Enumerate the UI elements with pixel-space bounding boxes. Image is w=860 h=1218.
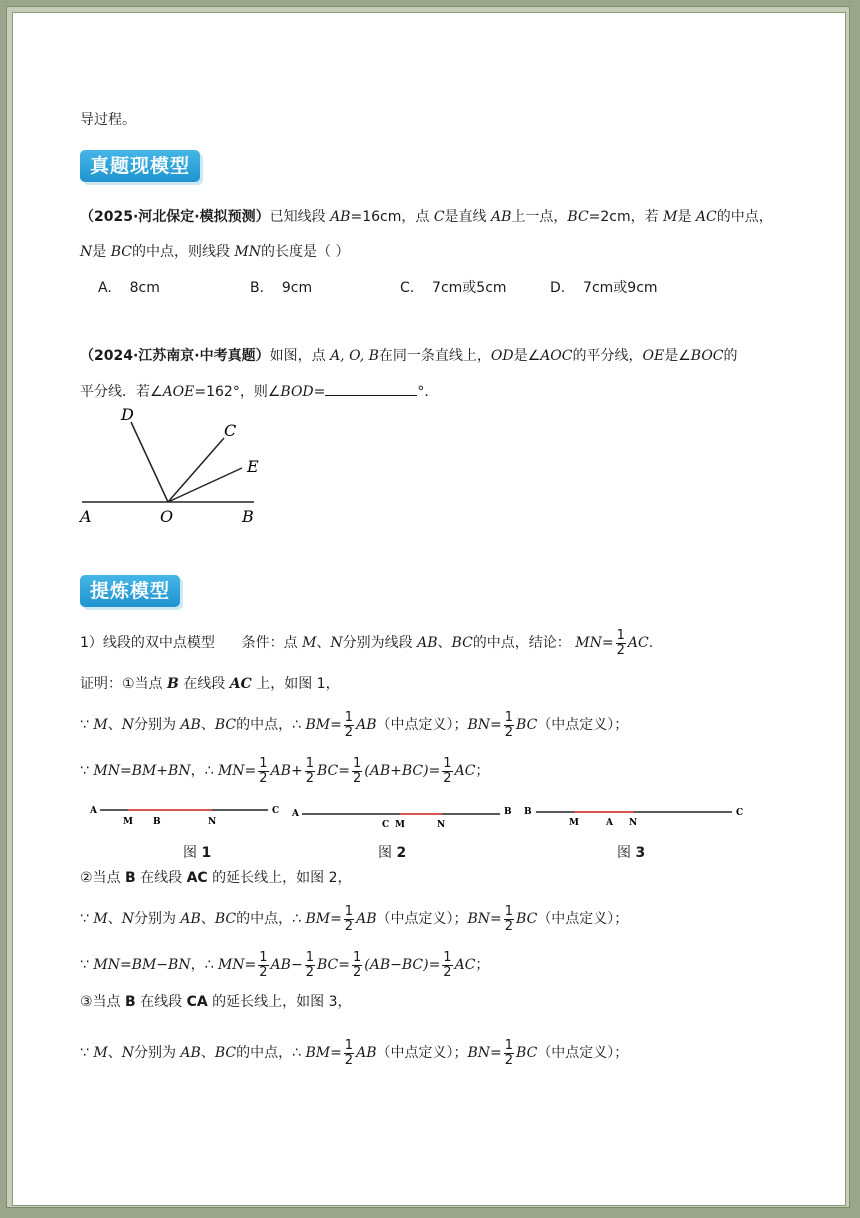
question-1-line-1: （2025·河北保定·模拟预测）已知线段 AB=16cm，点 C是直线 AB上一点，BC=2cm，若 M是 AC的中点，	[80, 209, 773, 225]
svg-text:C: C	[272, 806, 280, 816]
section-title-real-problems: 真题现模型	[80, 150, 200, 182]
fraction-half: $\frac{1}{2}$	[616, 627, 625, 658]
proof-sum-line: ∵ MN=BM+BN，∴ MN= $\frac{1}{2}$ AB+ $\frac{1}{2}$ BC= $\frac{1}{2}$ (AB+BC)= $\frac{1}{2}$ AC；	[80, 755, 490, 786]
caption-figure-2: 图 2	[378, 845, 407, 861]
svg-text:A: A	[606, 818, 613, 828]
svg-text:N: N	[629, 818, 638, 828]
svg-text:B: B	[153, 817, 161, 827]
option-d: D. 7cm或9cm	[550, 280, 658, 296]
document-page	[12, 12, 846, 1206]
section-title-model: 提炼模型	[80, 575, 180, 607]
caption-figure-3: 图 3	[617, 845, 646, 861]
model-statement: 1）线段的双中点模型 条件：点 M、N分别为线段 AB、BC的中点，结论： MN= $\frac{1}{2}$ AC.	[80, 627, 654, 658]
ray-od	[131, 422, 168, 502]
question-2-line-2: 平分线．若∠AOE=162°，则∠BOD= °．	[80, 381, 438, 402]
svg-text:A: A	[292, 809, 299, 819]
question-1-line-2: N是 BC的中点，则线段 MN的长度是（ ）	[80, 244, 350, 260]
figure-1	[89, 806, 279, 827]
figure-2	[291, 807, 512, 830]
question-2-line-1: （2024·江苏南京·中考真题）如图，点 A, O, B在同一条直线上，OD是∠AOC的平分线，OE是∠BOC的	[80, 348, 738, 364]
svg-text:N: N	[437, 820, 446, 830]
svg-text:B: B	[504, 807, 512, 817]
q1-source: （2025·河北保定·模拟预测）	[80, 209, 270, 225]
svg-text:M: M	[123, 817, 133, 827]
svg-text:M: M	[395, 820, 405, 830]
label-d: D	[121, 405, 134, 424]
label-c: C	[224, 421, 237, 440]
segment-figures	[80, 800, 770, 834]
svg-text:M: M	[569, 818, 579, 828]
label-e: E	[247, 457, 259, 476]
proof-midpoint-line-1: ∵ M、N分别为 AB、BC的中点，∴ BM= $\frac{1}{2}$ AB（中点定义）；BN= $\frac{1}{2}$ BC（中点定义）；	[80, 709, 629, 740]
figure-3	[524, 807, 743, 828]
option-b: B. 9cm	[250, 280, 313, 296]
svg-text:C: C	[736, 808, 744, 818]
angle-figure	[76, 402, 276, 526]
label-b: B	[242, 507, 254, 526]
svg-text:B: B	[524, 807, 532, 817]
q2-source: （2024·江苏南京·中考真题）	[80, 348, 270, 364]
label-a: A	[80, 507, 92, 526]
label-o: O	[160, 507, 174, 526]
caption-figure-1: 图 1	[183, 845, 212, 861]
svg-text:A: A	[90, 806, 97, 816]
answer-blank	[325, 381, 417, 396]
intro-text: 导过程。	[80, 112, 136, 128]
ray-oe	[168, 468, 242, 502]
proof-case-3: ③当点 B 在线段 CA 的延长线上，如图 3，	[80, 994, 352, 1010]
option-a: A. 8cm	[98, 280, 160, 296]
proof-midpoint-line-3: ∵ M、N分别为 AB、BC的中点，∴ BM= $\frac{1}{2}$ AB（中点定义）；BN= $\frac{1}{2}$ BC（中点定义）；	[80, 1037, 629, 1068]
proof-midpoint-line-2: ∵ M、N分别为 AB、BC的中点，∴ BM= $\frac{1}{2}$ AB（中点定义）；BN= $\frac{1}{2}$ BC（中点定义）；	[80, 903, 629, 934]
proof-case-2: ②当点 B 在线段 AC 的延长线上，如图 2，	[80, 870, 352, 886]
proof-difference-line: ∵ MN=BM−BN，∴ MN= $\frac{1}{2}$ AB− $\frac{1}{2}$ BC= $\frac{1}{2}$ (AB−BC)= $\frac{1}{2}$ AC；	[80, 949, 490, 980]
option-c: C. 7cm或5cm	[400, 280, 507, 296]
proof-case-1: 证明：①当点 B 在线段 AC 上，如图 1，	[80, 676, 340, 692]
svg-text:C: C	[382, 820, 390, 830]
ray-oc	[168, 438, 224, 502]
svg-text:N: N	[208, 817, 217, 827]
